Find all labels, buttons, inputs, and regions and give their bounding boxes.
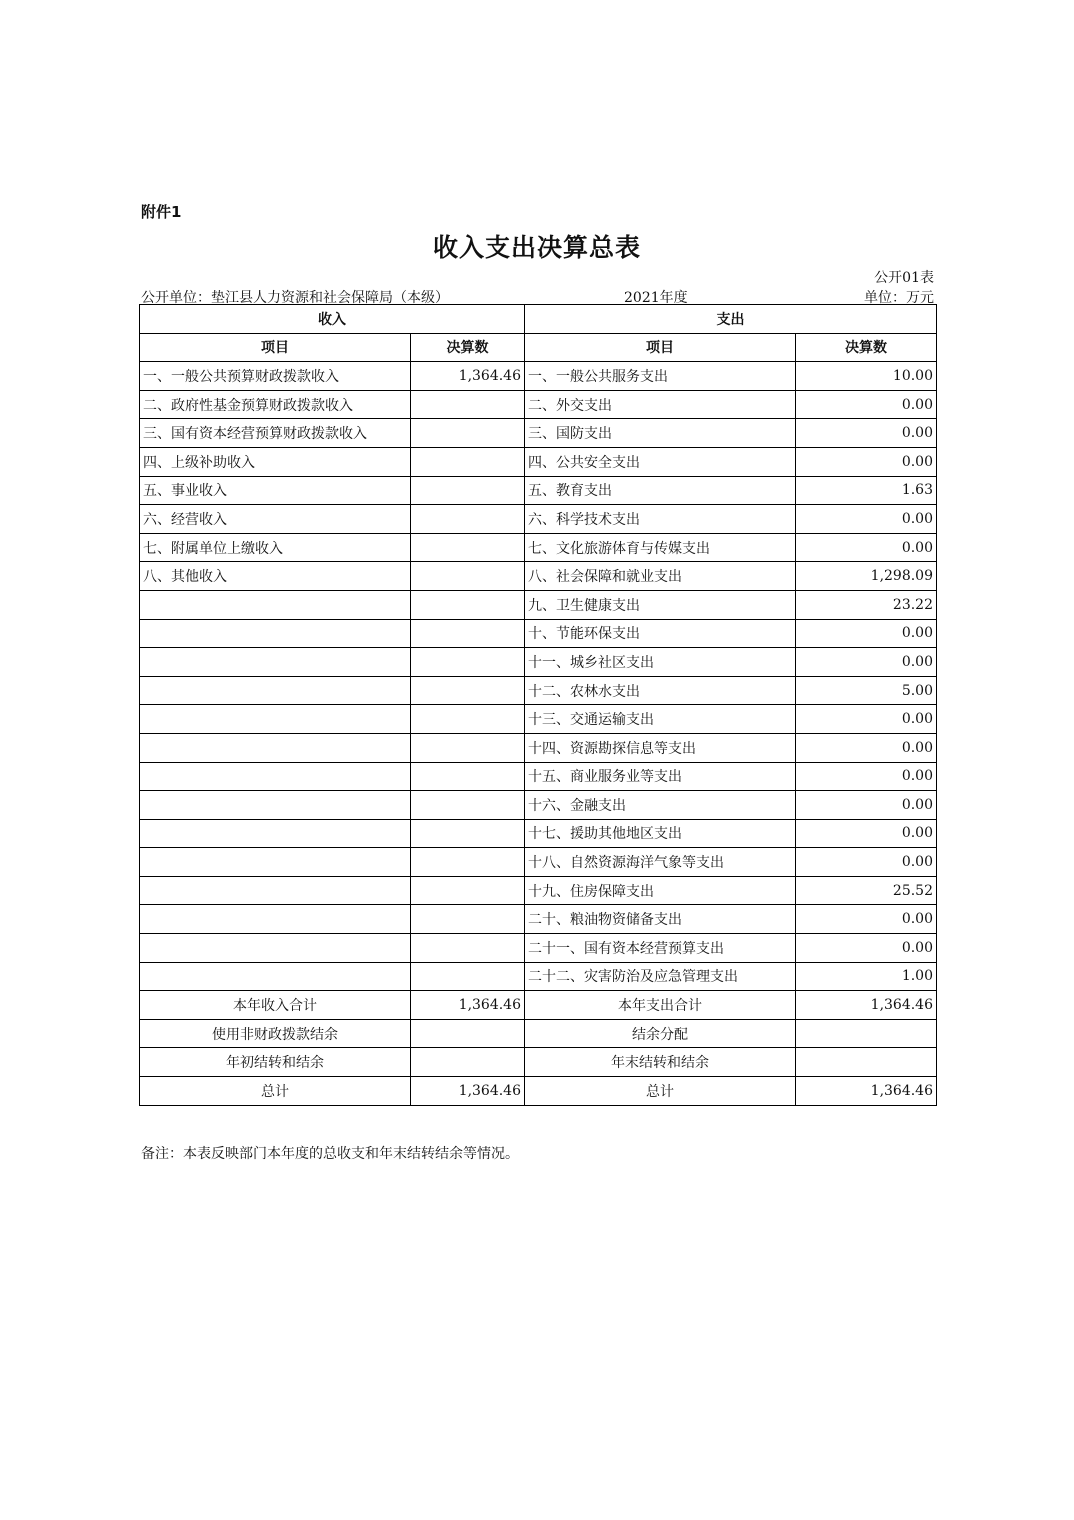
table-row	[140, 447, 937, 476]
table-row	[140, 905, 937, 934]
expense-amount-cell: 1,298.09	[796, 562, 937, 591]
summary-row	[140, 1019, 937, 1048]
income-item-cell	[140, 791, 411, 820]
income-amount-cell	[411, 648, 525, 677]
expense-item-cell: 十六、金融支出	[525, 791, 796, 820]
income-amount-cell	[411, 733, 525, 762]
income-amount-cell	[411, 562, 525, 591]
expense-amount-cell: 0.00	[796, 791, 937, 820]
income-section-header: 收入	[140, 305, 525, 334]
income-amount-cell	[411, 390, 525, 419]
table-row	[140, 562, 937, 591]
table-row	[140, 705, 937, 734]
expense-amount-cell: 10.00	[796, 362, 937, 391]
expense-item-cell: 十二、农林水支出	[525, 676, 796, 705]
expense-amount-header: 决算数	[796, 333, 937, 362]
expense-amount-cell: 0.00	[796, 733, 937, 762]
expense-amount-cell: 0.00	[796, 934, 937, 963]
expense-item-cell: 十七、援助其他地区支出	[525, 819, 796, 848]
expense-amount-cell: 1.00	[796, 962, 937, 991]
expense-amount-cell	[796, 1048, 937, 1077]
income-amount-cell	[411, 791, 525, 820]
table-row	[140, 962, 937, 991]
expense-amount-cell: 1.63	[796, 476, 937, 505]
expense-amount-cell: 0.00	[796, 619, 937, 648]
expense-item-cell: 一、一般公共服务支出	[525, 362, 796, 391]
table-row	[140, 476, 937, 505]
table-row	[140, 848, 937, 877]
table-row	[140, 819, 937, 848]
table-row	[140, 791, 937, 820]
expense-amount-cell: 25.52	[796, 876, 937, 905]
table-row	[140, 934, 937, 963]
income-item-cell: 六、经营收入	[140, 505, 411, 534]
income-item-cell	[140, 648, 411, 677]
table-row	[140, 733, 937, 762]
section-header-row	[140, 305, 937, 334]
expense-item-cell: 六、科学技术支出	[525, 505, 796, 534]
table-row	[140, 876, 937, 905]
income-item-cell	[140, 733, 411, 762]
attachment-label: 附件1	[141, 203, 182, 221]
income-item-header: 项目	[140, 333, 411, 362]
income-item-cell	[140, 762, 411, 791]
income-amount-cell	[411, 962, 525, 991]
expense-item-cell: 十一、城乡社区支出	[525, 648, 796, 677]
expense-item-cell: 五、教育支出	[525, 476, 796, 505]
income-item-cell: 使用非财政拨款结余	[140, 1019, 411, 1048]
expense-item-header: 项目	[525, 333, 796, 362]
income-item-cell	[140, 848, 411, 877]
expense-amount-cell: 0.00	[796, 533, 937, 562]
table-row	[140, 676, 937, 705]
income-amount-cell	[411, 762, 525, 791]
income-item-cell	[140, 905, 411, 934]
page-title: 收入支出决算总表	[432, 233, 641, 262]
income-item-cell	[140, 934, 411, 963]
income-amount-cell	[411, 476, 525, 505]
expense-item-cell: 四、公共安全支出	[525, 447, 796, 476]
income-expense-table	[139, 304, 937, 1106]
column-header-row	[140, 333, 937, 362]
income-amount-cell	[411, 905, 525, 934]
expense-item-cell: 二十一、国有资本经营预算支出	[525, 934, 796, 963]
income-amount-cell	[411, 819, 525, 848]
income-amount-cell	[411, 676, 525, 705]
expense-item-cell: 二、外交支出	[525, 390, 796, 419]
table-row	[140, 533, 937, 562]
income-amount-cell	[411, 705, 525, 734]
table-body	[140, 305, 937, 1106]
income-amount-cell	[411, 590, 525, 619]
income-item-cell	[140, 876, 411, 905]
expense-item-cell: 十三、交通运输支出	[525, 705, 796, 734]
expense-item-cell: 十八、自然资源海洋气象等支出	[525, 848, 796, 877]
expense-item-cell: 总计	[525, 1077, 796, 1106]
income-amount-cell	[411, 419, 525, 448]
expense-item-cell: 年末结转和结余	[525, 1048, 796, 1077]
table-row	[140, 619, 937, 648]
table-row	[140, 590, 937, 619]
income-item-cell: 本年收入合计	[140, 991, 411, 1020]
table-row	[140, 648, 937, 677]
income-amount-cell	[411, 533, 525, 562]
expense-amount-cell: 0.00	[796, 848, 937, 877]
expense-amount-cell: 23.22	[796, 590, 937, 619]
expense-amount-cell	[796, 1019, 937, 1048]
expense-item-cell: 九、卫生健康支出	[525, 590, 796, 619]
table-row	[140, 362, 937, 391]
expense-section-header: 支出	[525, 305, 937, 334]
income-amount-cell	[411, 848, 525, 877]
income-amount-cell	[411, 934, 525, 963]
expense-item-cell: 十五、商业服务业等支出	[525, 762, 796, 791]
expense-amount-cell: 0.00	[796, 705, 937, 734]
form-number: 公开01表	[874, 270, 934, 286]
expense-item-cell: 三、国防支出	[525, 419, 796, 448]
income-amount-cell	[411, 619, 525, 648]
income-item-cell: 七、附属单位上缴收入	[140, 533, 411, 562]
income-item-cell: 二、政府性基金预算财政拨款收入	[140, 390, 411, 419]
income-item-cell	[140, 819, 411, 848]
expense-item-cell: 七、文化旅游体育与传媒支出	[525, 533, 796, 562]
income-item-cell	[140, 676, 411, 705]
expense-item-cell: 二十二、灾害防治及应急管理支出	[525, 962, 796, 991]
summary-row	[140, 991, 937, 1020]
reporting-unit: 公开单位：垫江县人力资源和社会保障局（本级）	[141, 290, 449, 306]
fiscal-year: 2021年度	[624, 290, 688, 306]
expense-item-cell: 本年支出合计	[525, 991, 796, 1020]
income-item-cell: 总计	[140, 1077, 411, 1106]
expense-amount-cell: 0.00	[796, 505, 937, 534]
table-row	[140, 505, 937, 534]
summary-row	[140, 1048, 937, 1077]
table-row	[140, 762, 937, 791]
income-item-cell: 四、上级补助收入	[140, 447, 411, 476]
summary-row	[140, 1077, 937, 1106]
expense-amount-cell: 0.00	[796, 419, 937, 448]
income-amount-cell: 1,364.46	[411, 991, 525, 1020]
expense-amount-cell: 1,364.46	[796, 991, 937, 1020]
expense-amount-cell: 0.00	[796, 390, 937, 419]
income-amount-cell: 1,364.46	[411, 1077, 525, 1106]
income-item-cell: 一、一般公共预算财政拨款收入	[140, 362, 411, 391]
expense-item-cell: 八、社会保障和就业支出	[525, 562, 796, 591]
income-amount-cell	[411, 447, 525, 476]
expense-amount-cell: 1,364.46	[796, 1077, 937, 1106]
expense-item-cell: 十四、资源勘探信息等支出	[525, 733, 796, 762]
expense-item-cell: 十九、住房保障支出	[525, 876, 796, 905]
expense-amount-cell: 0.00	[796, 447, 937, 476]
income-item-cell	[140, 962, 411, 991]
income-amount-cell: 1,364.46	[411, 362, 525, 391]
income-amount-cell	[411, 505, 525, 534]
income-item-cell: 三、国有资本经营预算财政拨款收入	[140, 419, 411, 448]
income-amount-cell	[411, 1048, 525, 1077]
expense-amount-cell: 0.00	[796, 819, 937, 848]
income-item-cell	[140, 619, 411, 648]
table-note: 备注：本表反映部门本年度的总收支和年末结转结余等情况。	[141, 1146, 519, 1162]
income-item-cell	[140, 705, 411, 734]
income-item-cell: 八、其他收入	[140, 562, 411, 591]
income-amount-header: 决算数	[411, 333, 525, 362]
expense-amount-cell: 5.00	[796, 676, 937, 705]
table-row	[140, 419, 937, 448]
expense-amount-cell: 0.00	[796, 905, 937, 934]
money-unit: 单位：万元	[864, 290, 934, 306]
expense-item-cell: 结余分配	[525, 1019, 796, 1048]
table-row	[140, 390, 937, 419]
expense-item-cell: 二十、粮油物资储备支出	[525, 905, 796, 934]
income-item-cell	[140, 590, 411, 619]
income-item-cell: 五、事业收入	[140, 476, 411, 505]
income-item-cell: 年初结转和结余	[140, 1048, 411, 1077]
expense-item-cell: 十、节能环保支出	[525, 619, 796, 648]
income-amount-cell	[411, 1019, 525, 1048]
income-amount-cell	[411, 876, 525, 905]
expense-amount-cell: 0.00	[796, 648, 937, 677]
expense-amount-cell: 0.00	[796, 762, 937, 791]
